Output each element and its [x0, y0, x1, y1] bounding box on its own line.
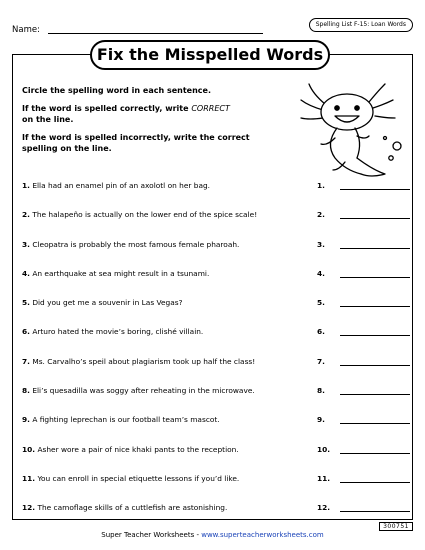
sentence-row	[22, 503, 412, 532]
sentence-content: Eli’s quesadilla was soggy after reheating in the microwave.	[32, 386, 255, 396]
sentence-row	[22, 386, 412, 415]
sentence-content: Ella had an enamel pin of an axolotl on her bag.	[32, 181, 211, 190]
sentence-number: 7.	[22, 356, 30, 366]
sentence-list	[22, 181, 412, 533]
sentence-row	[22, 240, 412, 269]
axolotl-head	[321, 94, 373, 130]
sentence-row	[22, 445, 412, 474]
answer-number: 3.	[317, 239, 325, 249]
answer-number: 4.	[317, 268, 325, 278]
sentence-content: The camoflage skills of a cuttlefish are astonishing.	[37, 503, 228, 513]
sentence-text	[22, 327, 203, 336]
axolotl-eye-right	[355, 106, 359, 110]
axolotl-illustration	[285, 74, 413, 182]
sentence-row	[22, 357, 412, 386]
answer-number: 5.	[317, 298, 325, 308]
sentence-text	[22, 240, 239, 249]
sentence-row	[22, 181, 412, 210]
answer-line[interactable]	[340, 394, 410, 395]
sentence-content: Arturo hated the movie’s boring, clishé villain.	[32, 327, 204, 337]
answer-number: 11.	[317, 473, 331, 483]
answer-line[interactable]	[340, 335, 410, 336]
sentence-row	[22, 415, 412, 444]
bubble-small	[389, 156, 393, 160]
spelling-list-tag: Spelling List F-15: Loan Words	[309, 18, 413, 32]
answer-number: 7.	[317, 356, 325, 366]
answer-line[interactable]	[340, 248, 410, 249]
sentence-number: 10.	[22, 444, 36, 454]
sentence-content: You can enroll in special etiquette lessons if you’d like.	[37, 473, 240, 483]
answer-number: 1.	[317, 181, 325, 190]
footer-url-link[interactable]: www.superteacherworksheets.com	[201, 531, 324, 539]
name-label: Name:	[12, 25, 40, 35]
sentence-text	[22, 357, 255, 366]
sentence-row	[22, 210, 412, 239]
sentence-text	[22, 386, 255, 395]
sentence-text	[22, 269, 209, 278]
answer-line[interactable]	[340, 189, 410, 190]
sentence-text	[22, 474, 239, 483]
sentence-row	[22, 269, 412, 298]
sentence-number: 4.	[22, 268, 30, 278]
answer-line[interactable]	[340, 218, 410, 219]
footer-brand: Super Teacher Worksheets	[101, 531, 195, 539]
sentence-content: Did you get me a souvenir in Las Vegas?	[32, 298, 183, 308]
sentence-text	[22, 415, 220, 424]
bubble-tiny	[384, 137, 387, 140]
sentence-number: 2.	[22, 210, 30, 220]
answer-number: 9.	[317, 415, 325, 425]
sentence-row	[22, 327, 412, 356]
sentence-content: Asher wore a pair of nice khaki pants to the reception.	[37, 444, 239, 454]
instructions	[22, 85, 267, 161]
sentence-number: 6.	[22, 327, 30, 337]
instruction-incorrect: If the word is spelled incorrectly, write the correct spelling on the line.	[22, 133, 250, 153]
answer-line[interactable]	[340, 423, 410, 424]
footer	[0, 531, 425, 539]
sentence-text	[22, 503, 227, 512]
sentence-number: 3.	[22, 239, 30, 249]
axolotl-tail	[357, 158, 385, 176]
sentence-text	[22, 210, 257, 219]
instruction-correct-before: If the word is spelled correctly, write	[22, 104, 192, 113]
answer-line[interactable]	[340, 365, 410, 366]
sentence-row	[22, 474, 412, 503]
instruction-correct-after: on the line.	[22, 115, 74, 124]
answer-line[interactable]	[340, 511, 410, 512]
sentence-row	[22, 298, 412, 327]
worksheet-code: 300751	[379, 522, 413, 531]
sentence-number: 11.	[22, 473, 36, 483]
sentence-text	[22, 181, 210, 190]
answer-line[interactable]	[340, 453, 410, 454]
footer-separator: -	[194, 531, 202, 539]
answer-line[interactable]	[340, 306, 410, 307]
name-line[interactable]	[48, 33, 263, 34]
sentence-content: An earthquake at sea might result in a tsunami.	[32, 268, 210, 278]
sentence-number: 12.	[22, 503, 36, 513]
answer-line[interactable]	[340, 277, 410, 278]
instruction-correct	[22, 103, 267, 125]
sentence-content: A fighting leprechan is our football team’s mascot.	[32, 415, 220, 425]
instruction-circle: Circle the spelling word in each sentence.	[22, 86, 211, 95]
sentence-text	[22, 298, 183, 307]
axolotl-body	[330, 128, 361, 174]
sentence-content: Cleopatra is probably the most famous female pharoah.	[32, 239, 240, 249]
answer-number: 8.	[317, 386, 325, 396]
instruction-correct-emph: CORRECT	[191, 104, 230, 113]
sentence-number: 1.	[22, 181, 30, 190]
page-title: Fix the Misspelled Words	[90, 40, 330, 70]
axolotl-eye-left	[335, 106, 339, 110]
bubble-large	[393, 142, 401, 150]
answer-number: 2.	[317, 210, 325, 220]
axolotl-body-right	[355, 128, 360, 158]
sentence-content: The halapeño is actually on the lower end of the spice scale!	[32, 210, 258, 220]
sentence-number: 8.	[22, 386, 30, 396]
answer-number: 10.	[317, 444, 331, 454]
answer-line[interactable]	[340, 482, 410, 483]
sentence-content: Ms. Carvalho’s speil about plagiarism took up half the class!	[32, 356, 256, 366]
answer-number: 12.	[317, 503, 331, 513]
answer-number: 6.	[317, 327, 325, 337]
sentence-number: 5.	[22, 298, 30, 308]
sentence-text	[22, 445, 239, 454]
sentence-number: 9.	[22, 415, 30, 425]
